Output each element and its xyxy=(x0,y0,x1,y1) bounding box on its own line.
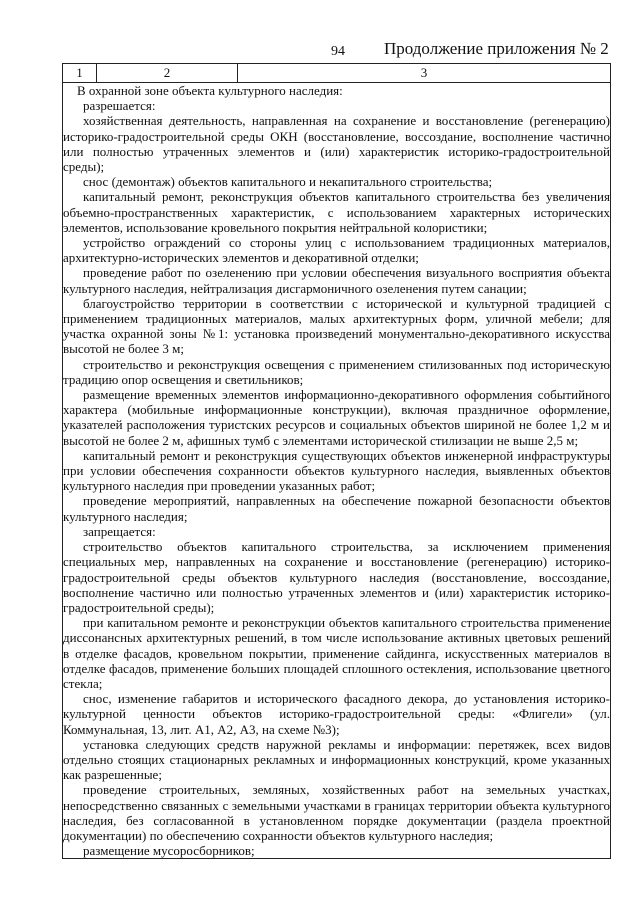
table-content-row xyxy=(63,83,611,859)
allowed-item: проведение работ по озеленению при условии обеспечения визуального восприятия объекта культурного наследия, нейтрализация дисгармоничного озеленения путем санации; xyxy=(63,265,610,296)
zone-heading: В охранной зоне объекта культурного наследия: xyxy=(77,83,343,98)
allowed-item: капитальный ремонт и реконструкция существующих объектов инженерной инфраструктуры при условии обеспечения сохранности объектов культурного наследия, выявленных объектов культурного наследия при проведении указанных работ; xyxy=(63,447,610,494)
forbidden-heading: запрещается: xyxy=(83,523,156,539)
forbidden-item: установка следующих средств наружной рекламы и информации: перетяжек, всех видов отдельно стоящих стационарных рекламных и информационных конструкций, кроме указанных как разрешенные; xyxy=(63,736,610,783)
table-header-row xyxy=(63,64,611,83)
page-number: 94 xyxy=(331,44,345,59)
content-cell xyxy=(63,83,611,859)
forbidden-item: строительство объектов капитального строительства, за исключением применения специальных мер, направленных на сохранение и восстановление (регенерацию) историко-градостроительной среды объектов культурного наследия (восстановление, воссоздание, восполнение частично или полностью утраченных элементов и (или) характеристик историко-градостроительной среды); xyxy=(63,539,610,615)
forbidden-item: при капитальном ремонте и реконструкции объектов капитального строительства применение диссонансных архитектурных решений, в том числе использование активных цветовых решений в отделке фасадов, кровельном покрытии, применение сайдинга, искусственных материалов в отделке фасадов, применение больших площадей сплошного остекления, использование цветного стекла; xyxy=(63,615,610,691)
allowed-item: проведение мероприятий, направленных на обеспечение пожарной безопасности объектов культурного наследия; xyxy=(63,493,610,524)
allowed-item: строительство и реконструкция освещения с применением стилизованных под историческую традицию опор освещения и светильников; xyxy=(63,356,610,387)
allowed-item: размещение временных элементов информационно-декоративного оформления событийного характера (мобильные информационные конструкции), включая праздничное оформление, указателей расположения туристских ресурсов и социальных объектов шириной не более 1,2 м и высотой не более 2 м, афишных тумб с элементами исторической стилизации не выше 2,5 м; xyxy=(63,387,610,448)
allowed-item: благоустройство территории в соответствии с исторической и культурной традицией с применением традиционных материалов, малых архитектурных форм, уличной мебели; для участка охранной зоны №1: установка произведений монументально-декоративного искусства высотой не более 3 м; xyxy=(63,295,610,357)
column-header-1: 1 xyxy=(63,64,97,83)
allowed-item: хозяйственная деятельность, направленная на сохранение и восстановление (регенерацию) историко-градостроительной среды ОКН (восстановление, воссоздание, восполнение частично или полностью утраченных элементов и (или) характеристик историко-градостроительной среды); xyxy=(63,113,610,175)
forbidden-item: проведение строительных, земляных, хозяйственных работ на земельных участках, непосредственно связанных с земельными участками в границах территории объекта культурного наследия, без согласованной в установленном порядке документации (раздела проектной документации) по обеспечению сохранности объектов культурного наследия; xyxy=(63,782,610,843)
column-header-2: 2 xyxy=(97,64,238,83)
forbidden-item: размещение мусоросборников; xyxy=(83,843,255,859)
allowed-item: капитальный ремонт, реконструкция объектов капитального строительства без увеличения объемно-пространственных характеристик, с использованием характерных исторических элементов, использование кровельного покрытия нейтральной колористики; xyxy=(63,189,610,235)
allowed-heading: разрешается: xyxy=(83,98,156,114)
forbidden-item: снос, изменение габаритов и исторического фасадного декора, до установления историко-культурной ценности объектов историко-градостроительной среды: «Флигели» (ул. Коммунальная, 13, лит. А1, А2, А3, на схеме №3); xyxy=(63,691,610,737)
regulation-table xyxy=(62,63,611,859)
allowed-item: устройство ограждений со стороны улиц с использованием традиционных материалов, архитектурно-исторических элементов и декоративной отделки; xyxy=(63,235,610,266)
appendix-title: Продолжение приложения № 2 xyxy=(384,39,609,58)
column-header-3: 3 xyxy=(238,64,611,83)
allowed-item: снос (демонтаж) объектов капитального и некапитального строительства; xyxy=(83,174,493,190)
